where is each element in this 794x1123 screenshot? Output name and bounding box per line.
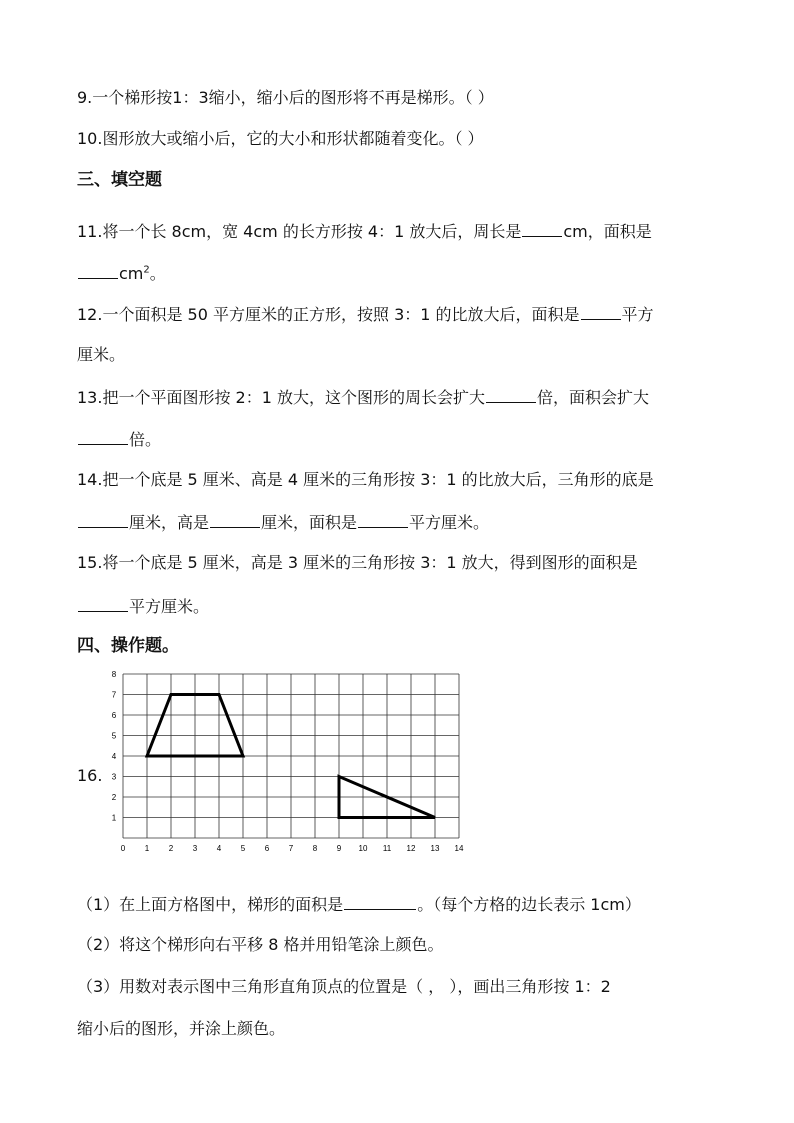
question-15: 15.将一个底是 5 厘米，高是 3 厘米的三角形按 3：1 放大，得到图形的面积是 xyxy=(77,553,638,572)
question-12: 12.一个面积是 50 平方厘米的正方形，按照 3：1 的比放大后，面积是 平方 xyxy=(77,305,654,324)
y-tick-label: 2 xyxy=(111,793,117,802)
question-12-cont: 厘米。 xyxy=(77,345,126,364)
y-tick-label: 1 xyxy=(111,813,117,823)
x-tick-label: 9 xyxy=(336,844,342,853)
question-16-part-2: （2）将这个梯形向右平移 8 格并用铅笔涂上颜色。 xyxy=(77,935,444,954)
answer-blank[interactable] xyxy=(78,428,128,445)
x-tick-label: 2 xyxy=(168,844,174,853)
question-15-cont: 平方厘米。 xyxy=(77,595,209,617)
question-10: 10.图形放大或缩小后，它的大小和形状都随着变化。（ ） xyxy=(77,129,484,148)
question-9: 9.一个梯形按1：3缩小，缩小后的图形将不再是梯形。（ ） xyxy=(77,88,494,107)
answer-blank[interactable] xyxy=(358,511,408,528)
question-14-cont: 厘米，高是 厘米，面积是 平方厘米。 xyxy=(77,511,489,533)
x-tick-label: 0 xyxy=(120,844,126,853)
y-tick-label: 7 xyxy=(111,690,117,700)
answer-blank[interactable] xyxy=(486,386,536,403)
x-tick-label: 8 xyxy=(312,844,318,853)
x-tick-label: 7 xyxy=(288,844,294,853)
y-tick-label: 4 xyxy=(111,752,117,761)
x-tick-label: 11 xyxy=(382,844,392,853)
answer-blank[interactable] xyxy=(344,893,416,910)
x-tick-label: 10 xyxy=(358,844,368,853)
question-16-number: 16. xyxy=(77,766,103,785)
question-16-part-3: （3）用数对表示图中三角形直角顶点的位置是（ ， ），画出三角形按 1：2 xyxy=(77,977,611,996)
grid-figure xyxy=(100,670,470,874)
y-tick-label: 5 xyxy=(111,731,117,741)
section-heading-fill-in: 三、填空题 xyxy=(77,170,162,190)
question-16-part-1: （1）在上面方格图中，梯形的面积是 。（每个方格的边长表示 1cm） xyxy=(77,895,641,914)
question-13: 13.把一个平面图形按 2：1 放大，这个图形的周长会扩大 倍，面积会扩大 xyxy=(77,388,649,407)
x-tick-label: 5 xyxy=(240,844,246,853)
answer-blank[interactable] xyxy=(581,303,621,320)
question-13-cont: 倍。 xyxy=(77,428,161,450)
x-tick-label: 14 xyxy=(454,844,464,853)
question-11: 11.将一个长 8cm，宽 4cm 的长方形按 4：1 放大后，周长是 cm，面积是 xyxy=(77,222,652,241)
x-tick-label: 12 xyxy=(406,844,416,853)
y-tick-label: 3 xyxy=(111,772,117,782)
x-tick-label: 1 xyxy=(144,844,150,853)
answer-blank[interactable] xyxy=(78,511,128,528)
answer-blank[interactable] xyxy=(210,511,260,528)
x-axis-ticks xyxy=(121,844,464,853)
answer-blank[interactable] xyxy=(78,262,118,279)
x-tick-label: 3 xyxy=(192,844,198,853)
y-axis-ticks xyxy=(112,670,117,823)
y-tick-label: 8 xyxy=(111,670,117,679)
question-11-cont: $cm^2$。 xyxy=(77,262,166,284)
x-tick-label: 13 xyxy=(430,844,440,853)
section-heading-operation: 四、操作题。 xyxy=(77,636,179,656)
question-16-part-3-cont: 缩小后的图形，并涂上颜色。 xyxy=(77,1019,286,1038)
y-tick-label: 6 xyxy=(111,711,117,720)
answer-blank[interactable] xyxy=(522,220,562,237)
x-tick-label: 4 xyxy=(216,844,222,853)
x-tick-label: 6 xyxy=(264,844,270,853)
answer-blank[interactable] xyxy=(78,595,128,612)
question-14: 14.把一个底是 5 厘米、高是 4 厘米的三角形按 3：1 的比放大后，三角形的底是 xyxy=(77,470,654,489)
